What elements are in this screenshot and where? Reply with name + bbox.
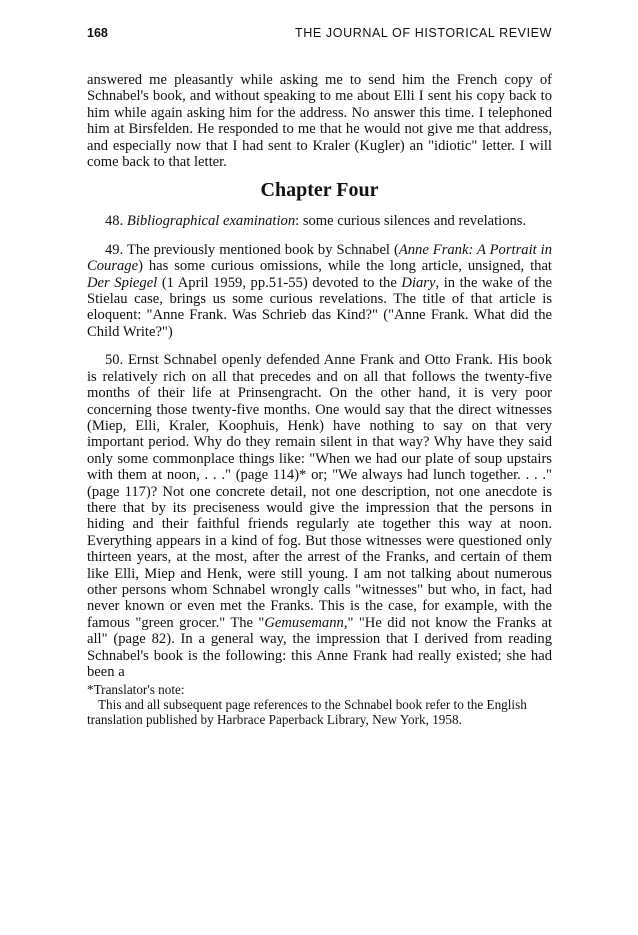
paragraph-49-part3: (1 April 1959, pp.51-55) devoted to the bbox=[157, 274, 402, 291]
paragraph-50-gemusemann: Gemusemann bbox=[264, 614, 344, 631]
footnote-text: This and all subsequent page references to the Schnabel book refer to the English translation published by Harbrace Paperback Library, New York, 1958. bbox=[87, 697, 527, 728]
paragraph-49-diary: Diary bbox=[401, 274, 436, 291]
paragraph-50-part1: 50. Ernst Schnabel openly defended Anne Frank and Otto Frank. His book is relatively rich on all that precedes and on all that follows the twenty-five months of their life at Prinsengracht. On the other hand, it is very poor concerning those twenty-five months. One would say that the direct witnesses (Miep, Elli, Kraler, Koophuis, Henk) have nothing to say on that very important period. Why do they remain silent in that way? Why have they said only some commonplace things like: "When we had our plate of soup upstairs with them at noon, . . ." (page 114)* or; "We always had lunch together. . . ." (page 117)? Not one concrete detail, not one description, not one anecdote is there that by its preciseness would give the impression that the persons in hiding and their faithful friends regularly ate together this way at noon. Everything appears in a kind of fog. But those witnesses were questioned only thirteen years, at the most, after the arrest of the Franks, and certain of them like Elli, Miep and Henk, were still young. I am not talking about numerous other persons whom Schnabel wrongly calls "witnesses" but who, in fact, had never known or even met the Franks. This is the case, for example, with the famous "green grocer." The " bbox=[87, 352, 552, 631]
paragraph-49-magazine: Der Spiegel bbox=[87, 274, 158, 291]
paragraph-48-text: : some curious silences and revelations. bbox=[295, 213, 527, 230]
paragraph-49-part2: ) has some curious omissions, while the long article, unsigned, that bbox=[138, 258, 552, 275]
paragraph-48 bbox=[87, 213, 552, 229]
paragraph-50 bbox=[87, 352, 552, 680]
paragraph-49 bbox=[87, 242, 552, 340]
page-number: 168 bbox=[87, 26, 108, 40]
running-head: THE JOURNAL OF HISTORICAL REVIEW bbox=[295, 26, 552, 40]
paragraph-intro: answered me pleasantly while asking me to send him the French copy of Schnabel's book, and without speaking to me about Elli I sent his copy back to him while again asking him for the address. No answer this time. I telephoned him at Birsfelden. He responded to me that he would not give me that address, and especially now that I had sent to Kraler (Kugler) an "idiotic" letter. I will come back to that letter. bbox=[87, 72, 552, 171]
paragraph-49-book-title: Anne Frank: A Portrait in Courage bbox=[87, 241, 552, 275]
chapter-title: Chapter Four bbox=[260, 179, 379, 202]
paragraph-49-part1: 49. The previously mentioned book by Schnabel ( bbox=[105, 241, 399, 258]
body-text bbox=[87, 72, 552, 727]
paragraph-48-title: Bibliographical examination bbox=[126, 213, 296, 230]
paragraph-49-part4: , in the wake of the Stielau case, brings us some curious revelations. The title of that article is eloquent: "Anne Frank. Was Schrieb das Kind?" ("Anne Frank. What did the Child Write?") bbox=[87, 274, 552, 340]
page-header bbox=[87, 26, 552, 46]
paragraph-50-part2: ," "He did not know the Franks at all" (page 82). In a general way, the impression that I derived from reading Schnabel's book is the following: this Anne Frank had really existed; she had been a bbox=[87, 614, 553, 680]
footnote bbox=[87, 682, 552, 727]
paragraph-48-number: 48. bbox=[105, 213, 124, 230]
footnote-label: *Translator's note: bbox=[87, 682, 185, 698]
